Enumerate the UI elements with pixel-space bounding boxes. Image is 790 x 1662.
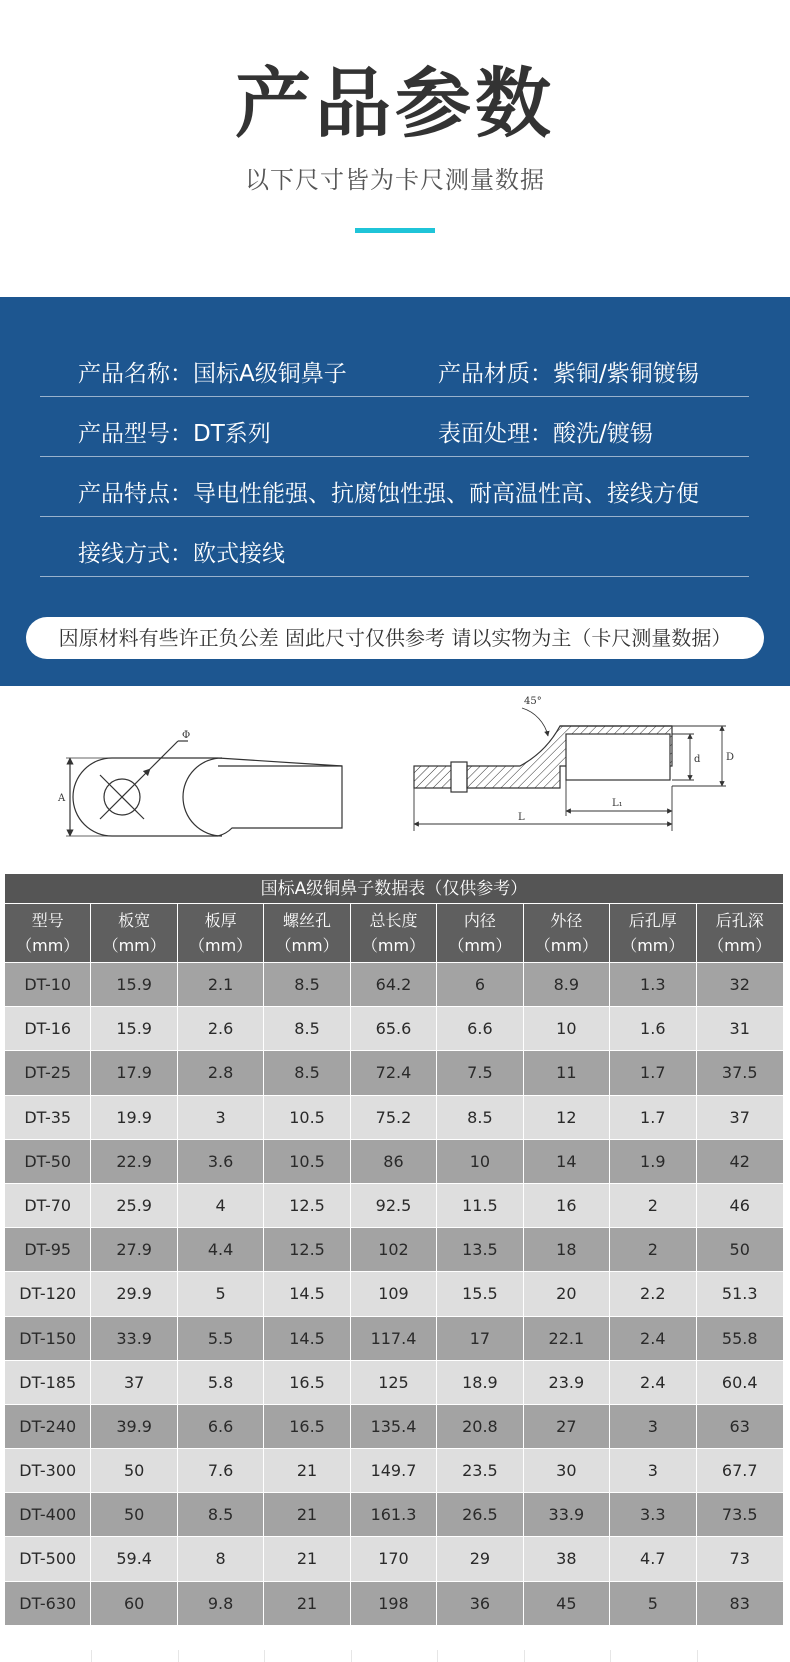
table-cell: 92.5 — [351, 1184, 437, 1227]
table-cell: 9.8 — [178, 1582, 264, 1625]
table-cell: 125 — [351, 1361, 437, 1404]
table-row — [5, 1006, 783, 1050]
table-cell: 39.9 — [91, 1405, 177, 1448]
column-header-unit: （mm） — [102, 936, 166, 955]
table-cell: 73.5 — [721, 1505, 758, 1525]
table-cell: 8.9 — [524, 963, 610, 1006]
table-cell: 50 — [91, 1493, 177, 1536]
table-cell: 14.5 — [264, 1317, 350, 1360]
column-header — [351, 904, 437, 962]
table-cell: 14 — [524, 1140, 610, 1183]
table-cell: 16.5 — [264, 1405, 350, 1448]
table-cell: 12.5 — [264, 1184, 350, 1227]
table-cell: DT-240 — [5, 1405, 91, 1448]
table-cell: 64.2 — [351, 963, 437, 1006]
table-cell: DT-35 — [5, 1096, 91, 1139]
table-cell: 135.4 — [351, 1405, 437, 1448]
table-row — [5, 1316, 783, 1360]
table-cell: 4 — [178, 1184, 264, 1227]
spec-table — [5, 874, 783, 1625]
table-cell: 16.5 — [264, 1361, 350, 1404]
table-cell: 21 — [264, 1493, 350, 1536]
table-row — [5, 1404, 783, 1448]
product-model-label: 产品型号：DT系列 — [78, 421, 271, 447]
column-header-unit: （mm） — [275, 936, 339, 955]
table-cell: 22.9 — [91, 1140, 177, 1183]
table-cell: 10.5 — [264, 1140, 350, 1183]
table-cell: DT-70 — [5, 1184, 91, 1227]
table-cell: 8.5 — [264, 963, 350, 1006]
lug-drawing — [0, 686, 790, 874]
table-row — [5, 1183, 783, 1227]
table-cell: 5.5 — [178, 1317, 264, 1360]
page-title: 产品参数 — [235, 59, 555, 148]
column-header — [437, 904, 523, 962]
table-row — [5, 1095, 783, 1139]
continuation-separator — [610, 1650, 611, 1662]
table-cell: 1.7 — [610, 1051, 696, 1094]
table-cell: 4.4 — [178, 1228, 264, 1271]
table-cell: 15.9 — [91, 1007, 177, 1050]
table-cell: 75.2 — [351, 1096, 437, 1139]
table-cell: 12 — [524, 1096, 610, 1139]
table-cell: DT-120 — [5, 1272, 91, 1315]
table-cell: 1.6 — [610, 1007, 696, 1050]
column-header — [264, 904, 350, 962]
table-cell: 63 — [729, 1416, 750, 1436]
table-cell: 21 — [264, 1449, 350, 1492]
table-cell: 23.5 — [437, 1449, 523, 1492]
info-row — [40, 337, 749, 397]
table-cell: 37 — [91, 1361, 177, 1404]
table-cell: 15.9 — [91, 963, 177, 1006]
table-cell: 12.5 — [264, 1228, 350, 1271]
table-cell: 37.5 — [721, 1063, 758, 1083]
table-cell: 21 — [264, 1537, 350, 1580]
width-label: A — [58, 793, 66, 804]
column-header-name: 后孔厚 — [628, 911, 677, 930]
column-header-unit: （mm） — [621, 936, 685, 955]
table-cell: 73 — [729, 1549, 750, 1569]
table-cell: 8.5 — [264, 1051, 350, 1094]
table-cell: 2.4 — [610, 1317, 696, 1360]
table-cell: 15.5 — [437, 1272, 523, 1315]
table-cell: 7.5 — [437, 1051, 523, 1094]
table-cell: 1.3 — [610, 963, 696, 1006]
product-info-panel — [0, 297, 790, 686]
table-row — [5, 1050, 783, 1094]
table-cell: 65.6 — [351, 1007, 437, 1050]
column-header — [91, 904, 177, 962]
table-cell: 37 — [729, 1107, 750, 1127]
table-cell: 32 — [729, 975, 750, 994]
table-cell: 198 — [351, 1582, 437, 1625]
continuation-separator — [351, 1650, 352, 1662]
table-cell: DT-185 — [5, 1361, 91, 1404]
continuation-separator — [264, 1650, 265, 1662]
wiring-method-label: 接线方式：欧式接线 — [78, 541, 285, 567]
table-cell: 60 — [91, 1582, 177, 1625]
table-row — [5, 1360, 783, 1404]
table-row — [5, 1581, 783, 1625]
column-header-unit: （mm） — [448, 936, 512, 955]
column-header — [178, 904, 264, 962]
column-header-name: 内径 — [463, 911, 496, 930]
table-cell: 8.5 — [437, 1096, 523, 1139]
table-cell: 4.7 — [610, 1537, 696, 1580]
table-row — [5, 1227, 783, 1271]
continuation-separator — [91, 1650, 92, 1662]
table-cell: DT-16 — [5, 1007, 91, 1050]
table-cell: 33.9 — [91, 1317, 177, 1360]
table-row — [5, 1448, 783, 1492]
column-header-name: 外径 — [550, 911, 583, 930]
surface-treatment-label: 表面处理：酸洗/镀锡 — [438, 421, 653, 447]
table-cell: 170 — [351, 1537, 437, 1580]
table-cell: 67.7 — [721, 1461, 758, 1481]
table-cell: 2 — [610, 1184, 696, 1227]
table-cell: 17.9 — [91, 1051, 177, 1094]
inner-diameter-label: d — [694, 754, 701, 765]
table-cell: 2 — [610, 1228, 696, 1271]
table-cell: 22.1 — [524, 1317, 610, 1360]
continuation-separator — [697, 1650, 698, 1662]
table-cell: DT-500 — [5, 1537, 91, 1580]
table-cell: 55.8 — [721, 1328, 758, 1348]
table-cell: 5 — [178, 1272, 264, 1315]
column-header — [610, 904, 696, 962]
table-cell: 18.9 — [437, 1361, 523, 1404]
table-cell: 3 — [178, 1096, 264, 1139]
table-cell: 3 — [610, 1449, 696, 1492]
tolerance-note: 因原材料有些许正负公差 固此尺寸仅供参考 请以实物为主（卡尺测量数据） — [26, 617, 764, 659]
table-cell: 11.5 — [437, 1184, 523, 1227]
table-cell: 59.4 — [91, 1537, 177, 1580]
table-row — [5, 962, 783, 1006]
table-cell: 20.8 — [437, 1405, 523, 1448]
table-cell: 8.5 — [264, 1007, 350, 1050]
angle-label: 45° — [524, 696, 542, 707]
table-cell: 1.9 — [610, 1140, 696, 1183]
table-cell: DT-95 — [5, 1228, 91, 1271]
table-cell: 29 — [437, 1537, 523, 1580]
phi-label: Φ — [182, 730, 191, 741]
table-cell: DT-300 — [5, 1449, 91, 1492]
table-body — [5, 962, 783, 1625]
column-header-unit: （mm） — [534, 936, 598, 955]
column-header-unit: （mm） — [708, 936, 772, 955]
table-cell: 13.5 — [437, 1228, 523, 1271]
table-cell: 38 — [524, 1537, 610, 1580]
header-section — [0, 0, 790, 297]
info-row — [40, 397, 749, 457]
table-cell: 2.1 — [178, 963, 264, 1006]
lug-top-view — [66, 741, 342, 836]
table-cell: 10 — [524, 1007, 610, 1050]
table-cell: 50 — [91, 1449, 177, 1492]
table-cell: 16 — [524, 1184, 610, 1227]
table-cell: 10.5 — [264, 1096, 350, 1139]
table-cell: 102 — [351, 1228, 437, 1271]
column-header-unit: （mm） — [16, 936, 80, 955]
table-cell: 60.4 — [721, 1372, 758, 1392]
table-row — [5, 1536, 783, 1580]
column-header-name: 板厚 — [204, 911, 237, 930]
table-cell: 8 — [178, 1537, 264, 1580]
table-cell: DT-25 — [5, 1051, 91, 1094]
table-header-row — [5, 904, 783, 962]
table-cell: 72.4 — [351, 1051, 437, 1094]
table-cell: 29.9 — [91, 1272, 177, 1315]
product-name-label: 产品名称：国标A级铜鼻子 — [78, 361, 347, 387]
table-row — [5, 1271, 783, 1315]
table-cell: 25.9 — [91, 1184, 177, 1227]
table-cell: 27 — [524, 1405, 610, 1448]
table-cell: 3.6 — [178, 1140, 264, 1183]
table-cell: 31 — [729, 1019, 750, 1039]
table-cell: 27.9 — [91, 1228, 177, 1271]
table-cell: 21 — [264, 1582, 350, 1625]
column-header-name: 型号 — [31, 911, 64, 930]
table-cell: 33.9 — [524, 1493, 610, 1536]
table-cell: 10 — [437, 1140, 523, 1183]
table-row — [5, 1139, 783, 1183]
table-cell: 6.6 — [178, 1405, 264, 1448]
table-cell: 23.9 — [524, 1361, 610, 1404]
continuation-separator — [178, 1650, 179, 1662]
column-header-name: 板宽 — [118, 911, 151, 930]
table-cell: DT-10 — [5, 963, 91, 1006]
table-cell: 50 — [729, 1240, 750, 1260]
table-cell: 26.5 — [437, 1493, 523, 1536]
length-label: L — [518, 812, 525, 823]
accent-divider — [355, 228, 435, 233]
table-cell: 117.4 — [351, 1317, 437, 1360]
table-cell: 17 — [437, 1317, 523, 1360]
continuation-separator — [524, 1650, 525, 1662]
continuation-separator — [437, 1650, 438, 1662]
table-cell: 42 — [729, 1151, 750, 1171]
table-cell: 2.2 — [610, 1272, 696, 1315]
table-cell: 1.7 — [610, 1096, 696, 1139]
info-row — [40, 457, 749, 517]
column-header — [5, 904, 91, 962]
row-divider — [40, 576, 749, 577]
column-header — [697, 904, 783, 962]
table-cell: DT-630 — [5, 1582, 91, 1625]
lug-side-view — [414, 726, 672, 792]
table-cell: 6 — [437, 963, 523, 1006]
table-cell: 20 — [524, 1272, 610, 1315]
table-cell: 83 — [729, 1593, 750, 1613]
table-cell: 18 — [524, 1228, 610, 1271]
column-header-name: 总长度 — [369, 911, 418, 930]
table-cell: DT-50 — [5, 1140, 91, 1183]
table-title: 国标A级铜鼻子数据表（仅供参考） — [5, 874, 783, 904]
table-cell: 11 — [524, 1051, 610, 1094]
page-subtitle: 以下尺寸皆为卡尺测量数据 — [245, 166, 545, 194]
table-cell: 36 — [437, 1582, 523, 1625]
table-cell: 161.3 — [351, 1493, 437, 1536]
column-header-name: 后孔深 — [715, 911, 764, 930]
table-row — [5, 1492, 783, 1536]
table-cell: DT-150 — [5, 1317, 91, 1360]
dimension-diagrams — [0, 686, 790, 874]
table-cell: 2.6 — [178, 1007, 264, 1050]
table-cell: 19.9 — [91, 1096, 177, 1139]
table-cell: 45 — [524, 1582, 610, 1625]
table-cell: 5.8 — [178, 1361, 264, 1404]
info-row — [40, 517, 749, 577]
table-cell: 3.3 — [610, 1493, 696, 1536]
table-cell: 2.8 — [178, 1051, 264, 1094]
table-cell: 149.7 — [351, 1449, 437, 1492]
table-cell: 7.6 — [178, 1449, 264, 1492]
table-cell: 109 — [351, 1272, 437, 1315]
table-cell: DT-400 — [5, 1493, 91, 1536]
hole-depth-label: L₁ — [612, 798, 623, 809]
outer-diameter-label: D — [726, 752, 735, 763]
column-header-unit: （mm） — [189, 936, 253, 955]
table-cell: 14.5 — [264, 1272, 350, 1315]
table-cell: 30 — [524, 1449, 610, 1492]
column-header-unit: （mm） — [361, 936, 426, 955]
table-cell: 46 — [729, 1195, 750, 1215]
column-header — [524, 904, 610, 962]
product-material-label: 产品材质：紫铜/紫铜镀锡 — [438, 361, 699, 387]
column-header-name: 螺丝孔 — [283, 911, 332, 930]
table-cell: 2.4 — [610, 1361, 696, 1404]
table-continuation — [5, 1650, 783, 1662]
product-features-label: 产品特点：导电性能强、抗腐蚀性强、耐高温性高、接线方便 — [78, 481, 699, 507]
table-cell: 51.3 — [721, 1284, 758, 1304]
table-cell: 6.6 — [437, 1007, 523, 1050]
table-cell: 8.5 — [178, 1493, 264, 1536]
table-cell: 3 — [610, 1405, 696, 1448]
table-cell: 5 — [610, 1582, 696, 1625]
table-cell: 86 — [351, 1140, 437, 1183]
